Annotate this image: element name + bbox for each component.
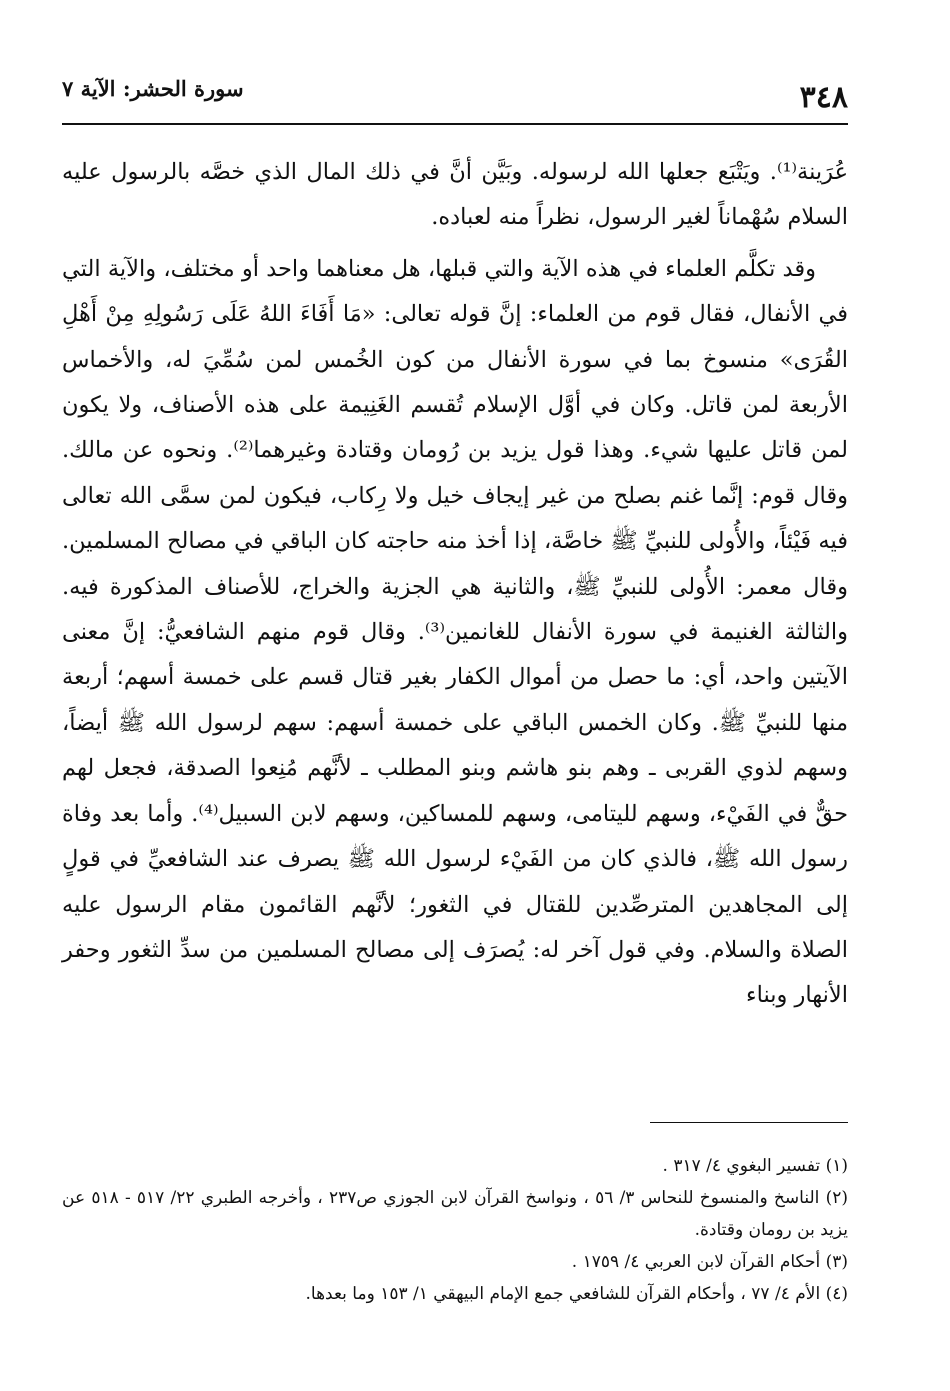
- footnote-separator: [650, 1122, 848, 1123]
- header-rule: [62, 123, 848, 125]
- footnote-2: (٢) الناسخ والمنسوخ للنحاس ٣/ ٥٦ ، ونواسخ القرآن لابن الجوزي ص٢٣٧ ، وأخرجه الطبري ٢٢/ ٥١٧ - ٥١٨ عن يزيد بن رومان وقتادة.: [62, 1188, 848, 1240]
- footnotes: [62, 1150, 848, 1310]
- paragraph-2: وقد تكلَّم العلماء في هذه الآية والتي قبلها، هل معناهما واحد أو مختلف، والآية التي في الأنفال، فقال قوم من العلماء: إنَّ قوله تعالى: «مَا أَفَاءَ اللهُ عَلَى رَسُولِهِ مِنْ أَهْلِ القُرَى» منسوخ بما في سورة الأنفال من كون الخُمس لمن سُمِّيَ له، والأخماس الأربعة لمن قاتل. وكان في أوَّل الإسلام تُقسم الغَنِيمة على هذه الأصناف، ولا يكون لمن قاتل عليها شيء. وهذا قول يزيد بن رُومان وقتادة وغيرهما⁽²⁾. ونحوه عن مالك. وقال قوم: إنَّما غنم بصلح من غير إيجاف خيل ولا رِكاب، فيكون لمن سمَّى الله تعالى فيه فَيْئاً، والأُولى للنبيِّ ﷺ خاصَّة، إذا أخذ منه حاجته كان الباقي في مصالح المسلمين. وقال معمر: الأُولى للنبيِّ ﷺ، والثانية هي الجزية والخراج، للأصناف المذكورة فيه. والثالثة الغنيمة في سورة الأنفال للغانمين⁽³⁾. وقال قوم منهم الشافعيُّ: إنَّ معنى الآيتين واحد، أي: ما حصل من أموال الكفار بغير قتال قسم على خمسة أسهم؛ أربعة منها للنبيِّ ﷺ. وكان الخمس الباقي على خمسة أسهم: سهم لرسول الله ﷺ أيضاً، وسهم لذوي القربى ـ وهم بنو هاشم وبنو المطلب ـ لأنَّهم مُنِعوا الصدقة، فجعل لهم حقٌّ في الفَيْء، وسهم لليتامى، وسهم للمساكين، وسهم لابن السبيل⁽⁴⁾. وأما بعد وفاة رسول الله ﷺ، فالذي كان من الفَيْء لرسول الله ﷺ يصرف عند الشافعيِّ في قولٍ إلى المجاهدين المترصِّدين للقتال في الثغور؛ لأنَّهم القائمون مقام الرسول عليه الصلاة والسلام. وفي قول آخر له: يُصرَف إلى مصالح المسلمين من سدِّ الثغور وحفر الأنهار وبناء: [62, 255, 848, 1009]
- paragraph-1: عُرَينة⁽¹⁾. ويَتْبَع جعلها الله لرسوله. وبَيَّن أنَّ في ذلك المال الذي خصَّه بالرسول عليه السلام سُهْماناً لغير الرسول، نظراً منه لعباده.: [62, 159, 848, 231]
- running-title: سورة الحشر: الآية ٧: [62, 76, 244, 101]
- page-header: [62, 70, 848, 118]
- main-text: [62, 150, 848, 1019]
- footnote-1: (١) تفسير البغوي ٤/ ٣١٧ .: [662, 1156, 848, 1176]
- page-number: ٣٤٨: [799, 80, 848, 115]
- footnote-4: (٤) الأم ٤/ ٧٧ ، وأحكام القرآن للشافعي جمع الإمام البيهقي ١/ ١٥٣ وما بعدها.: [305, 1284, 848, 1304]
- footnote-3: (٣) أحكام القرآن لابن العربي ٤/ ١٧٥٩ .: [571, 1252, 848, 1272]
